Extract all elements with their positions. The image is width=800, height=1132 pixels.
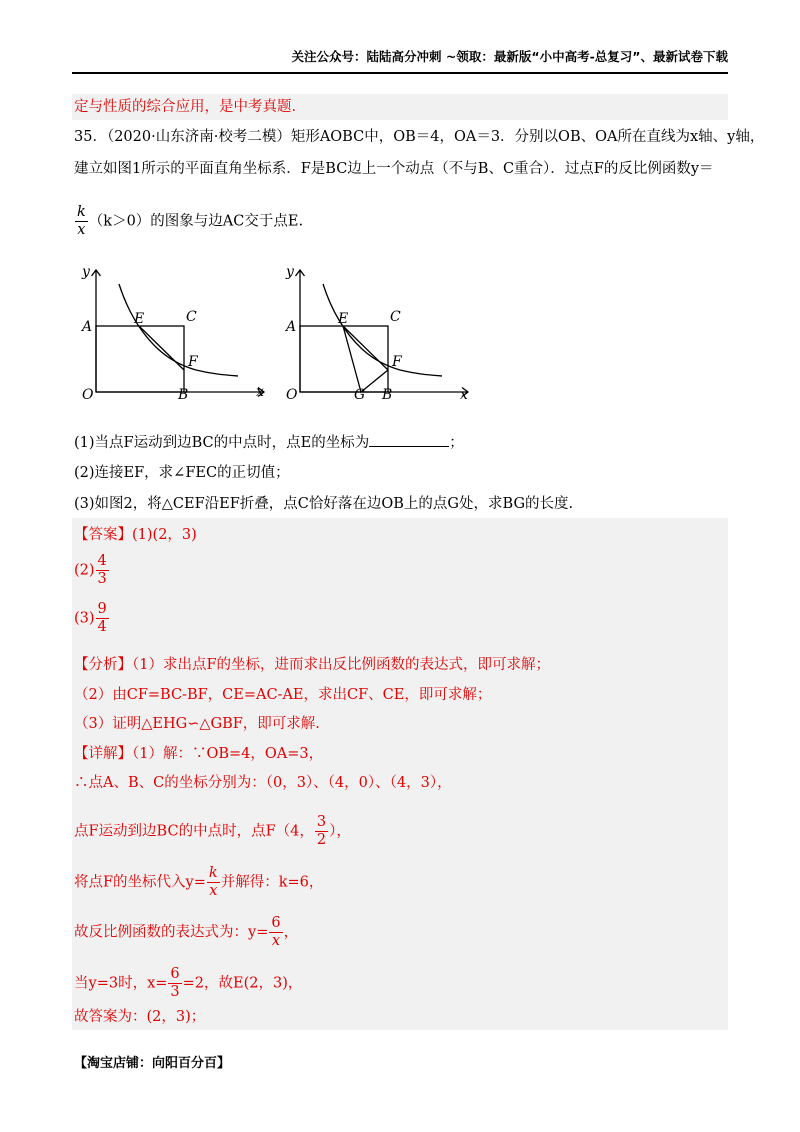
part-1-end: ；: [449, 435, 464, 451]
figure-2: [282, 258, 482, 408]
fig2-label-f: F: [392, 354, 402, 370]
fig1-label-b: B: [178, 387, 189, 403]
detail-line-3: [74, 814, 351, 849]
question-line-1: [74, 126, 764, 148]
fig2-label-a: A: [286, 319, 297, 335]
detail-tag: 【详解】: [74, 746, 132, 762]
prev-tail-text: 定与性质的综合应用，是中考真题．: [74, 99, 306, 115]
question-source: （2020·山东济南·校考二模）: [106, 129, 291, 145]
detail-4-fraction: $\frac{k}{x}$: [208, 865, 218, 899]
fig1-label-e: E: [134, 311, 145, 327]
answer-3-prefix: (3): [74, 610, 95, 627]
detail-4-post: 并解得：k=6，: [220, 874, 324, 891]
question-line-2: 建立如图1所示的平面直角坐标系．F是BC边上一个动点（不与B、C重合）．过点F的反比例函数y＝: [74, 161, 714, 177]
fig1-label-c: C: [186, 309, 197, 325]
detail-line-7: 故答案为：(2，3)；: [74, 1009, 206, 1025]
detail-line-4: [74, 865, 323, 900]
fig2-label-c: C: [390, 309, 401, 325]
fig1-label-f: F: [188, 354, 198, 370]
fig1-label-x: x: [256, 384, 264, 400]
answer-blank: [369, 432, 449, 447]
question-line-3: [74, 204, 303, 239]
question-line-1-rest: 矩形AOBC中，OB＝4，OA＝3．分别以OB、OA所在直线为x轴、y轴，: [290, 129, 765, 145]
fig1-label-o: O: [82, 387, 94, 403]
page-footer: 【淘宝店铺：向阳百分百】: [74, 1056, 231, 1071]
fig2-label-b: B: [382, 387, 393, 403]
question-number: 35．: [74, 129, 107, 145]
question-line-3-rest: （k＞0）的图象与边AC交于点E.: [88, 213, 304, 230]
page-header: 关注公众号：陆陆高分冲刺 ~领取：最新版“小中高考-总复习”、最新试卷下载: [72, 46, 728, 74]
part-3: (3)如图2，将△CEF沿EF折叠，点C恰好落在边OB上的点G处，求BG的长度.: [74, 496, 574, 512]
detail-3-fraction: $\frac{3}{2}$: [316, 814, 327, 848]
fig2-label-o: O: [286, 387, 298, 403]
detail-line-6: [74, 966, 302, 1001]
detail-3-pre: 点F运动到边BC的中点时，点F（4，: [74, 823, 314, 840]
analysis-line-3: （3）证明△EHG∽△GBF，即可求解.: [74, 716, 320, 732]
detail-5-post: ，: [283, 924, 299, 941]
answer-line-2: [74, 553, 110, 588]
answer-tag: 【答案】: [74, 527, 132, 543]
analysis-line-2: （2）由CF=BC-BF，CE=AC-AE，求出CF、CE，即可求解；: [74, 687, 492, 703]
answer-2-prefix: (2): [74, 562, 95, 579]
detail-6-pre: 当y=3时，x=: [74, 975, 168, 992]
answer-3-fraction: $\frac{9}{4}$: [97, 601, 107, 635]
detail-6-fraction: $\frac{6}{3}$: [170, 966, 180, 1000]
analysis-line-1: [74, 654, 550, 676]
fig1-label-y: y: [82, 264, 90, 280]
fig2-label-e: E: [338, 311, 349, 327]
detail-4-pre: 将点F的坐标代入y=: [74, 874, 206, 891]
analysis-text-1: （1）求出点F的坐标，进而求出反比例函数的表达式，即可求解；: [132, 657, 551, 673]
detail-line-2: ∴点A、B、C的坐标分别为：（0，3）、（4，0）、（4，3），: [74, 775, 452, 791]
figure-1: [78, 258, 278, 408]
detail-text-1: （1）解：∵OB=4，OA=3，: [132, 746, 324, 762]
answer-1: (1)(2，3): [132, 527, 197, 543]
part-1: [74, 432, 464, 454]
answer-line-1: [74, 524, 197, 546]
answer-line-3: [74, 601, 110, 636]
detail-6-post: =2，故E(2，3)，: [182, 975, 303, 992]
part-2: (2)连接EF，求∠FEC的正切值；: [74, 465, 290, 481]
fig2-label-x: x: [460, 387, 468, 403]
detail-line-1: [74, 743, 323, 765]
fig2-label-g: G: [354, 387, 366, 403]
detail-3-post: ），: [329, 823, 351, 840]
answer-2-fraction: $\frac{4}{3}$: [97, 553, 107, 587]
fig1-label-a: A: [82, 319, 93, 335]
detail-line-5: [74, 915, 298, 950]
detail-5-pre: 故反比例函数的表达式为：y=: [74, 924, 269, 941]
detail-5-fraction: $\frac{6}{x}$: [271, 915, 281, 949]
fig2-label-y: y: [286, 264, 294, 280]
part-1-text: (1)当点F运动到边BC的中点时，点E的坐标为: [74, 435, 370, 451]
analysis-tag: 【分析】: [74, 657, 132, 673]
k-over-x-fraction: $\frac{k}{x}$: [77, 204, 86, 238]
